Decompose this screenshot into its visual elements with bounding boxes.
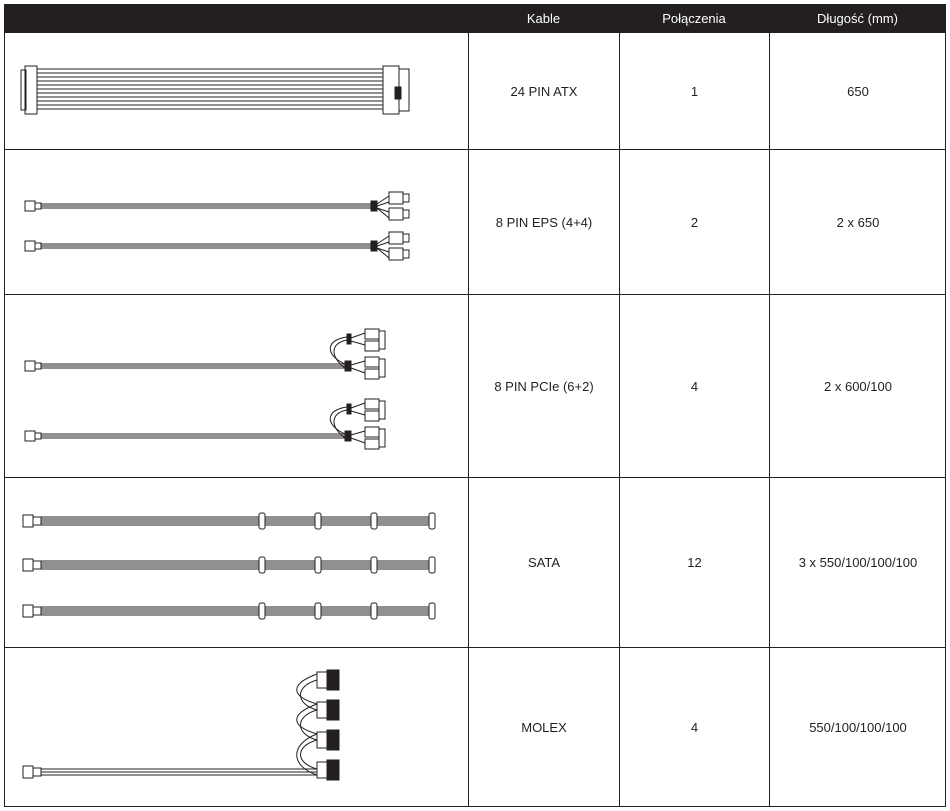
cell-cable-name: SATA [527, 555, 561, 570]
cell-connections: 4 [690, 378, 699, 394]
cable-spec-table [4, 4, 946, 807]
cell-cable-name: 8 PIN PCIe (6+2) [494, 378, 594, 394]
header-connections: Połączenia [662, 11, 726, 26]
cell-length: 650 [847, 83, 869, 99]
cell-length: 550/100/100/100 [809, 719, 907, 735]
cell-connections: 12 [687, 555, 702, 570]
sata-cable-icon [5, 478, 465, 647]
table-row-molex [4, 648, 946, 807]
cell-cable-name: 24 PIN ATX [510, 83, 578, 99]
cell-connections: 2 [690, 214, 699, 230]
24pin-atx-cable-icon [5, 33, 465, 149]
8pin-eps-cable-icon [5, 150, 465, 294]
cell-length: 2 x 600/100 [824, 378, 892, 394]
cell-connections: 4 [690, 719, 699, 735]
table-header [4, 4, 946, 33]
header-cables: Kable [526, 11, 561, 26]
molex-cable-icon [5, 648, 465, 806]
cell-length: 2 x 650 [836, 214, 880, 230]
cell-length: 3 x 550/100/100/100 [798, 555, 918, 570]
table-row-sata [4, 478, 946, 648]
table-row-atx [4, 33, 946, 150]
cell-connections: 1 [690, 83, 699, 99]
cell-cable-name: MOLEX [521, 719, 567, 735]
8pin-pcie-cable-icon [5, 295, 465, 477]
table-row-pcie [4, 295, 946, 478]
table-row-eps [4, 150, 946, 295]
header-length: Długość (mm) [817, 11, 898, 26]
cell-cable-name: 8 PIN EPS (4+4) [495, 214, 593, 230]
